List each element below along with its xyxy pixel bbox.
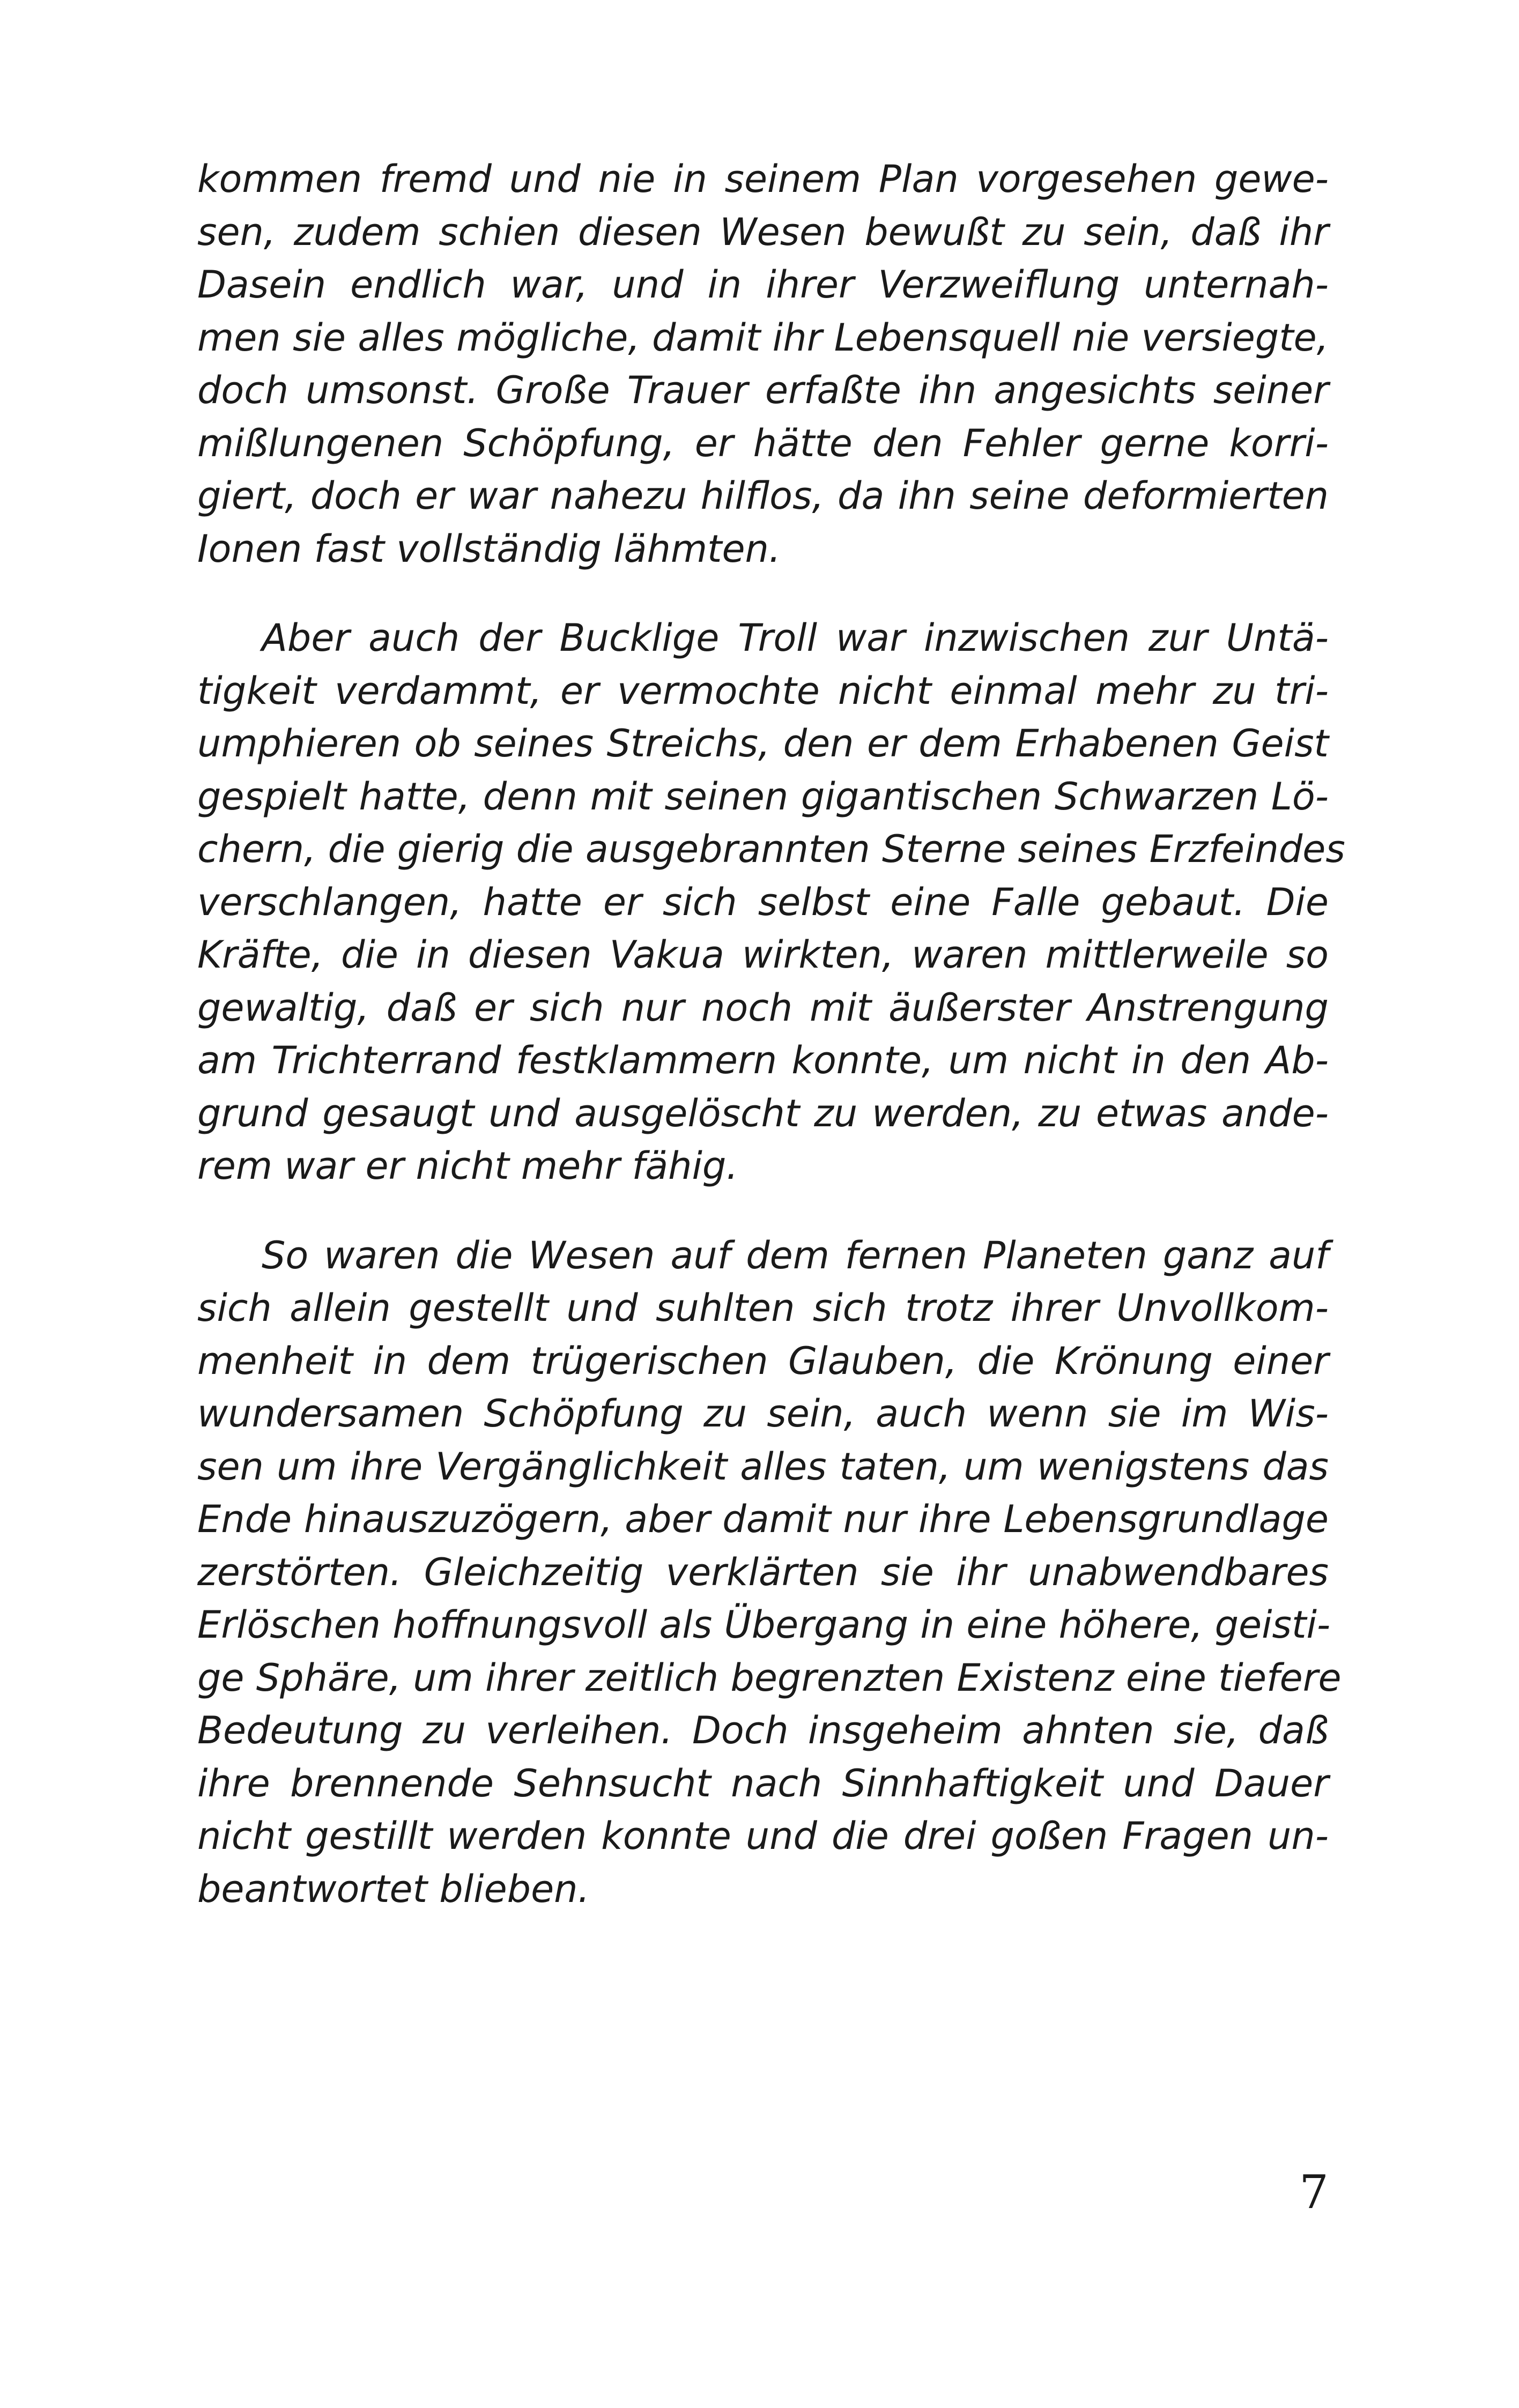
text-line: umphieren ob seines Streichs, den er dem Erhabenen Geist [197, 722, 1329, 765]
page-number: 7 [1299, 2166, 1329, 2219]
text-line: mißlungenen Schöpfung, er hätte den Fehler gerne korri- [197, 421, 1329, 465]
text-line: ge Sphäre, um ihrer zeitlich begrenzten Existenz eine tiefere [197, 1655, 1342, 1700]
text-line: Bedeutung zu verleihen. Doch insgeheim ahnten sie, daß [197, 1708, 1329, 1752]
paragraph-2 [197, 612, 1345, 1193]
text-line: Ende hinauszuzögern, aber damit nur ihre Lebensgrundlage [197, 1497, 1329, 1541]
text-line: gewaltig, daß er sich nur noch mit äußerster Anstrengung [197, 985, 1329, 1030]
text-line: am Trichterrand festklammern konnte, um nicht in den Ab- [197, 1038, 1329, 1082]
text-line: sich allein gestellt und suhlten sich trotz ihrer Unvollkom- [197, 1286, 1329, 1330]
text-line: Kräfte, die in diesen Vakua wirkten, waren mittlerweile so [197, 933, 1329, 977]
text-line: Ionen fast vollständig lähmten. [197, 526, 781, 571]
text-line: So waren die Wesen auf dem fernen Planeten ganz auf [262, 1233, 1329, 1277]
text-line: sen, zudem schien diesen Wesen bewußt zu sein, daß ihr [197, 210, 1329, 254]
text-line: menheit in dem trügerischen Glauben, die Krönung einer [197, 1339, 1329, 1383]
text-line: wundersamen Schöpfung zu sein, auch wenn sie im Wis- [197, 1392, 1329, 1436]
paragraph-1 [197, 153, 1329, 575]
text-line: sen um ihre Vergänglichkeit alles taten, um wenigstens das [197, 1444, 1329, 1489]
text-line: giert, doch er war nahezu hilflos, da ihn seine deformierten [197, 474, 1329, 518]
text-line: chern, die gierig die ausgebrannten Sterne seines Erzfeindes [197, 827, 1345, 871]
body-text [197, 153, 1345, 1915]
text-line: gespielt hatte, denn mit seinen gigantischen Schwarzen Lö- [197, 774, 1329, 819]
text-line: Dasein endlich war, und in ihrer Verzweiflung unternah- [197, 263, 1329, 307]
text-line: Erlöschen hoffnungsvoll als Übergang in eine höhere, geisti- [197, 1603, 1331, 1647]
text-line: verschlangen, hatte er sich selbst eine Falle gebaut. Die [197, 880, 1329, 924]
text-line: doch umsonst. Große Trauer erfaßte ihn angesichts seiner [197, 368, 1329, 412]
paragraph-3 [197, 1229, 1342, 1916]
text-line: Aber auch der Bucklige Troll war inzwischen zur Untä- [262, 616, 1329, 660]
text-line: grund gesaugt und ausgelöscht zu werden, zu etwas ande- [197, 1091, 1329, 1135]
text-line: ihre brennende Sehnsucht nach Sinnhaftigkeit und Dauer [197, 1761, 1329, 1805]
text-line: beantwortet blieben. [197, 1867, 590, 1911]
text-line: rem war er nicht mehr fähig. [197, 1144, 738, 1188]
text-line: men sie alles mögliche, damit ihr Lebensquell nie versiegte, [197, 315, 1329, 360]
text-line: kommen fremd und nie in seinem Plan vorgesehen gewe- [197, 157, 1329, 201]
text-line: nicht gestillt werden konnte und die drei goßen Fragen un- [197, 1814, 1329, 1858]
text-line: tigkeit verdammt, er vermochte nicht einmal mehr zu tri- [197, 668, 1329, 713]
text-line: zerstörten. Gleichzeitig verklärten sie ihr unabwendbares [197, 1550, 1329, 1594]
